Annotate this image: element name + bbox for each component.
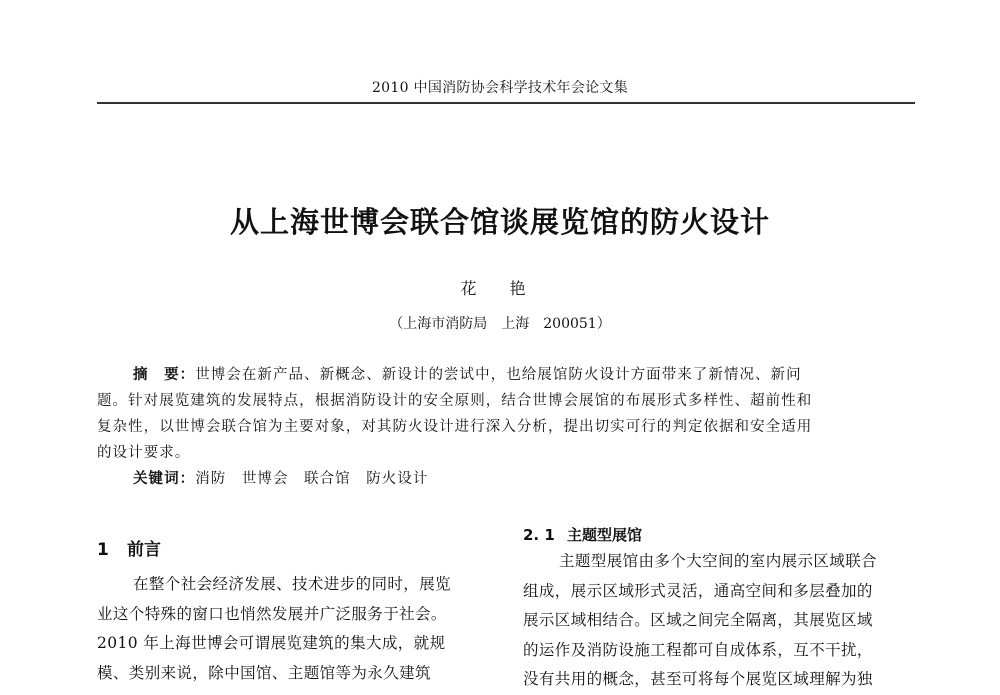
body-line: 组成，展示区域形式灵活，通高空间和多层叠加的 bbox=[523, 581, 873, 600]
keywords bbox=[97, 466, 915, 492]
body-line: 没有共用的概念，甚至可将每个展览区域理解为独 bbox=[523, 670, 873, 688]
section-1-body bbox=[97, 570, 497, 688]
keywords-label: 关键词： bbox=[133, 471, 196, 487]
section-title: 前言 bbox=[127, 540, 161, 560]
section-2-1-body bbox=[523, 547, 923, 695]
section-2-1-heading bbox=[523, 524, 923, 545]
abstract-line: 摘 要：世博会在新产品、新概念、新设计的尝试中，也给展馆防火设计方面带来了新情况、新问 bbox=[133, 367, 802, 383]
author-name: 花 艳 bbox=[460, 279, 540, 298]
section-title: 主题型展馆 bbox=[567, 526, 643, 544]
paper-title: 从上海世博会联合馆谈展览馆的防火设计 bbox=[229, 205, 770, 239]
section-number: 2. 1 bbox=[523, 526, 555, 544]
body-line: 2010 年上海世博会可谓展览建筑的集大成，就规 bbox=[97, 634, 446, 652]
abstract bbox=[97, 362, 915, 492]
body-line: 在整个社会经济发展、技术进步的同时，展览 bbox=[133, 575, 452, 593]
abstract-line: 复杂性，以世博会联合馆为主要对象，对其防火设计进行深入分析，提出切实可行的判定依据和安全适用 bbox=[97, 419, 813, 435]
abstract-label: 摘 要： bbox=[133, 367, 196, 383]
body-line: 模、类别来说，除中国馆、主题馆等为永久建筑 bbox=[97, 663, 431, 682]
header-rule bbox=[97, 102, 915, 104]
body-line: 主题型展馆由多个大空间的室内展示区域联合 bbox=[559, 552, 878, 570]
author-affiliation: （上海市消防局 上海 200051） bbox=[389, 316, 611, 332]
running-header: 2010 中国消防协会科学技术年会论文集 bbox=[371, 80, 629, 96]
section-number: 1 bbox=[97, 540, 109, 560]
keywords-list: 消防 世博会 联合馆 防火设计 bbox=[195, 471, 429, 487]
abstract-line: 的设计要求。 bbox=[97, 445, 191, 461]
abstract-line: 题。针对展览建筑的发展特点，根据消防设计的安全原则，结合世博会展馆的布展形式多样性、超前性和 bbox=[97, 393, 813, 409]
body-line: 展示区域相结合。区域之间完全隔离，其展览区域 bbox=[523, 611, 873, 629]
section-1-heading bbox=[97, 535, 497, 560]
body-line: 的运作及消防设施工程都可自成体系，互不干扰， bbox=[523, 640, 873, 659]
body-line: 业这个特殊的窗口也悄然发展并广泛服务于社会。 bbox=[97, 604, 447, 623]
